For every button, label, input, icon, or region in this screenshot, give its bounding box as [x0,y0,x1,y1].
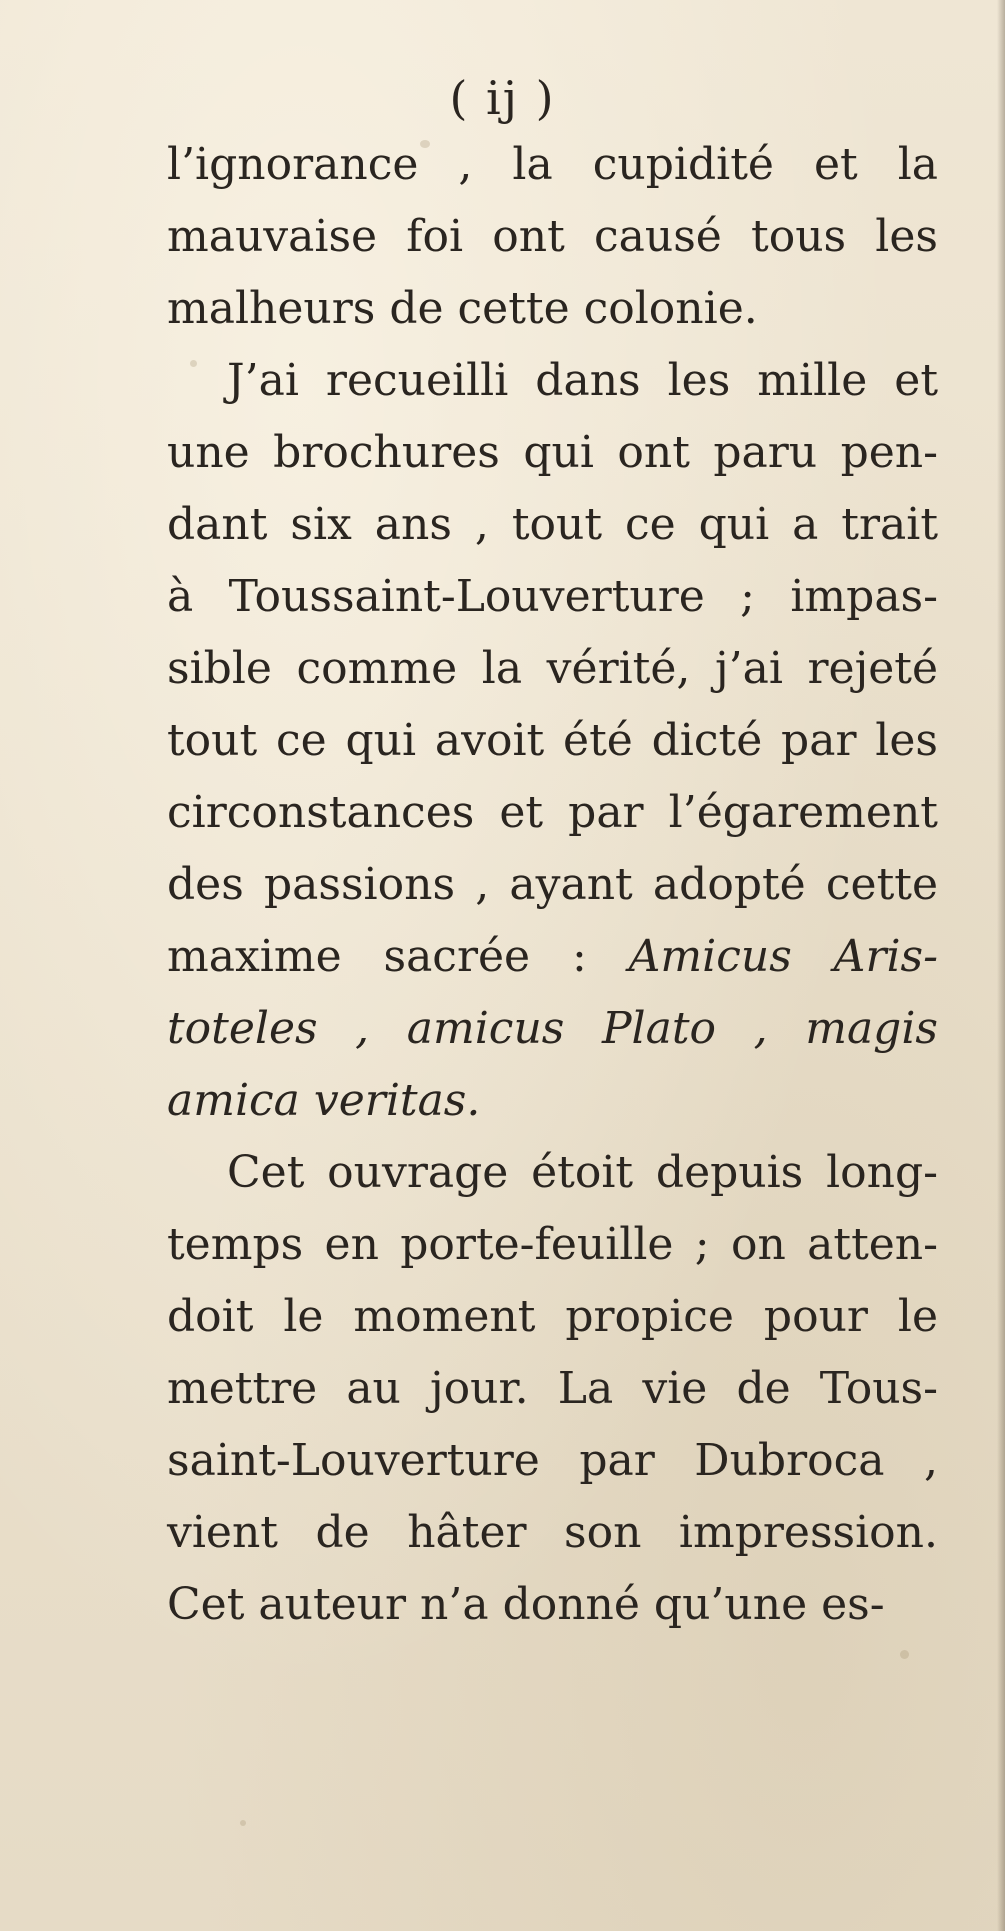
text-run: l’ignorance , la cupidité et la [167,139,938,190]
text-run: Cet ouvrage étoit depuis long- [227,1147,938,1198]
text-run: saint-Louverture par Dubroca , [167,1435,938,1486]
text-line [167,1497,938,1569]
foxing-spot [900,1650,909,1659]
text-line [167,705,938,777]
text-run: J’ai recueilli dans les mille et [227,355,938,406]
text-line [167,1137,938,1209]
text-line [167,1209,938,1281]
text-line [167,633,938,705]
text-run: une brochures qui ont paru pen- [167,427,938,478]
text-line [167,777,938,849]
text-line [167,561,938,633]
text-line [167,1569,938,1641]
text-run: mettre au jour. La vie de Tous- [167,1363,938,1414]
text-line [167,1065,938,1137]
text-run: tout ce qui avoit été dicté par les [167,715,938,766]
text-run: dant six ans , tout ce qui a trait [167,499,938,550]
text-run: des passions , ayant adopté cette [167,859,938,910]
text-run: Cet auteur n’a donné qu’une es- [167,1579,885,1630]
text-run: doit le moment propice pour le [167,1291,938,1342]
paragraph [167,129,938,345]
foxing-spot [240,1820,246,1826]
paragraph [167,1137,938,1641]
text-run: vient de hâter son impression. [167,1507,938,1558]
italic-text: Amicus Aris- [628,931,938,982]
page-edge-shadow [997,0,1005,1931]
text-run: circonstances et par l’égarement [167,787,938,838]
text-line [167,273,938,345]
text-line [167,849,938,921]
text-run: temps en porte-feuille ; on atten- [167,1219,938,1270]
text-run: mauvaise foi ont causé tous les [167,211,938,262]
text-run: sible comme la vérité, j’ai rejeté [167,643,938,694]
text-line [167,1281,938,1353]
text-line [167,1353,938,1425]
text-run: malheurs de cette colonie. [167,283,758,334]
text-line [167,489,938,561]
text-line [167,129,938,201]
text-line [167,417,938,489]
page-number: ( ij ) [449,71,556,125]
italic-text: toteles , amicus Plato , magis [167,1003,938,1054]
text-line [167,993,938,1065]
text-line [167,921,938,993]
text-line [167,201,938,273]
paragraph [167,345,938,1137]
text-line [167,345,938,417]
text-run: à Toussaint-Louverture ; impas- [167,571,938,622]
text-line [167,1425,938,1497]
text-run: maxime sacrée : [167,931,629,982]
body-text [167,129,938,1641]
italic-text: amica veritas. [167,1075,481,1126]
